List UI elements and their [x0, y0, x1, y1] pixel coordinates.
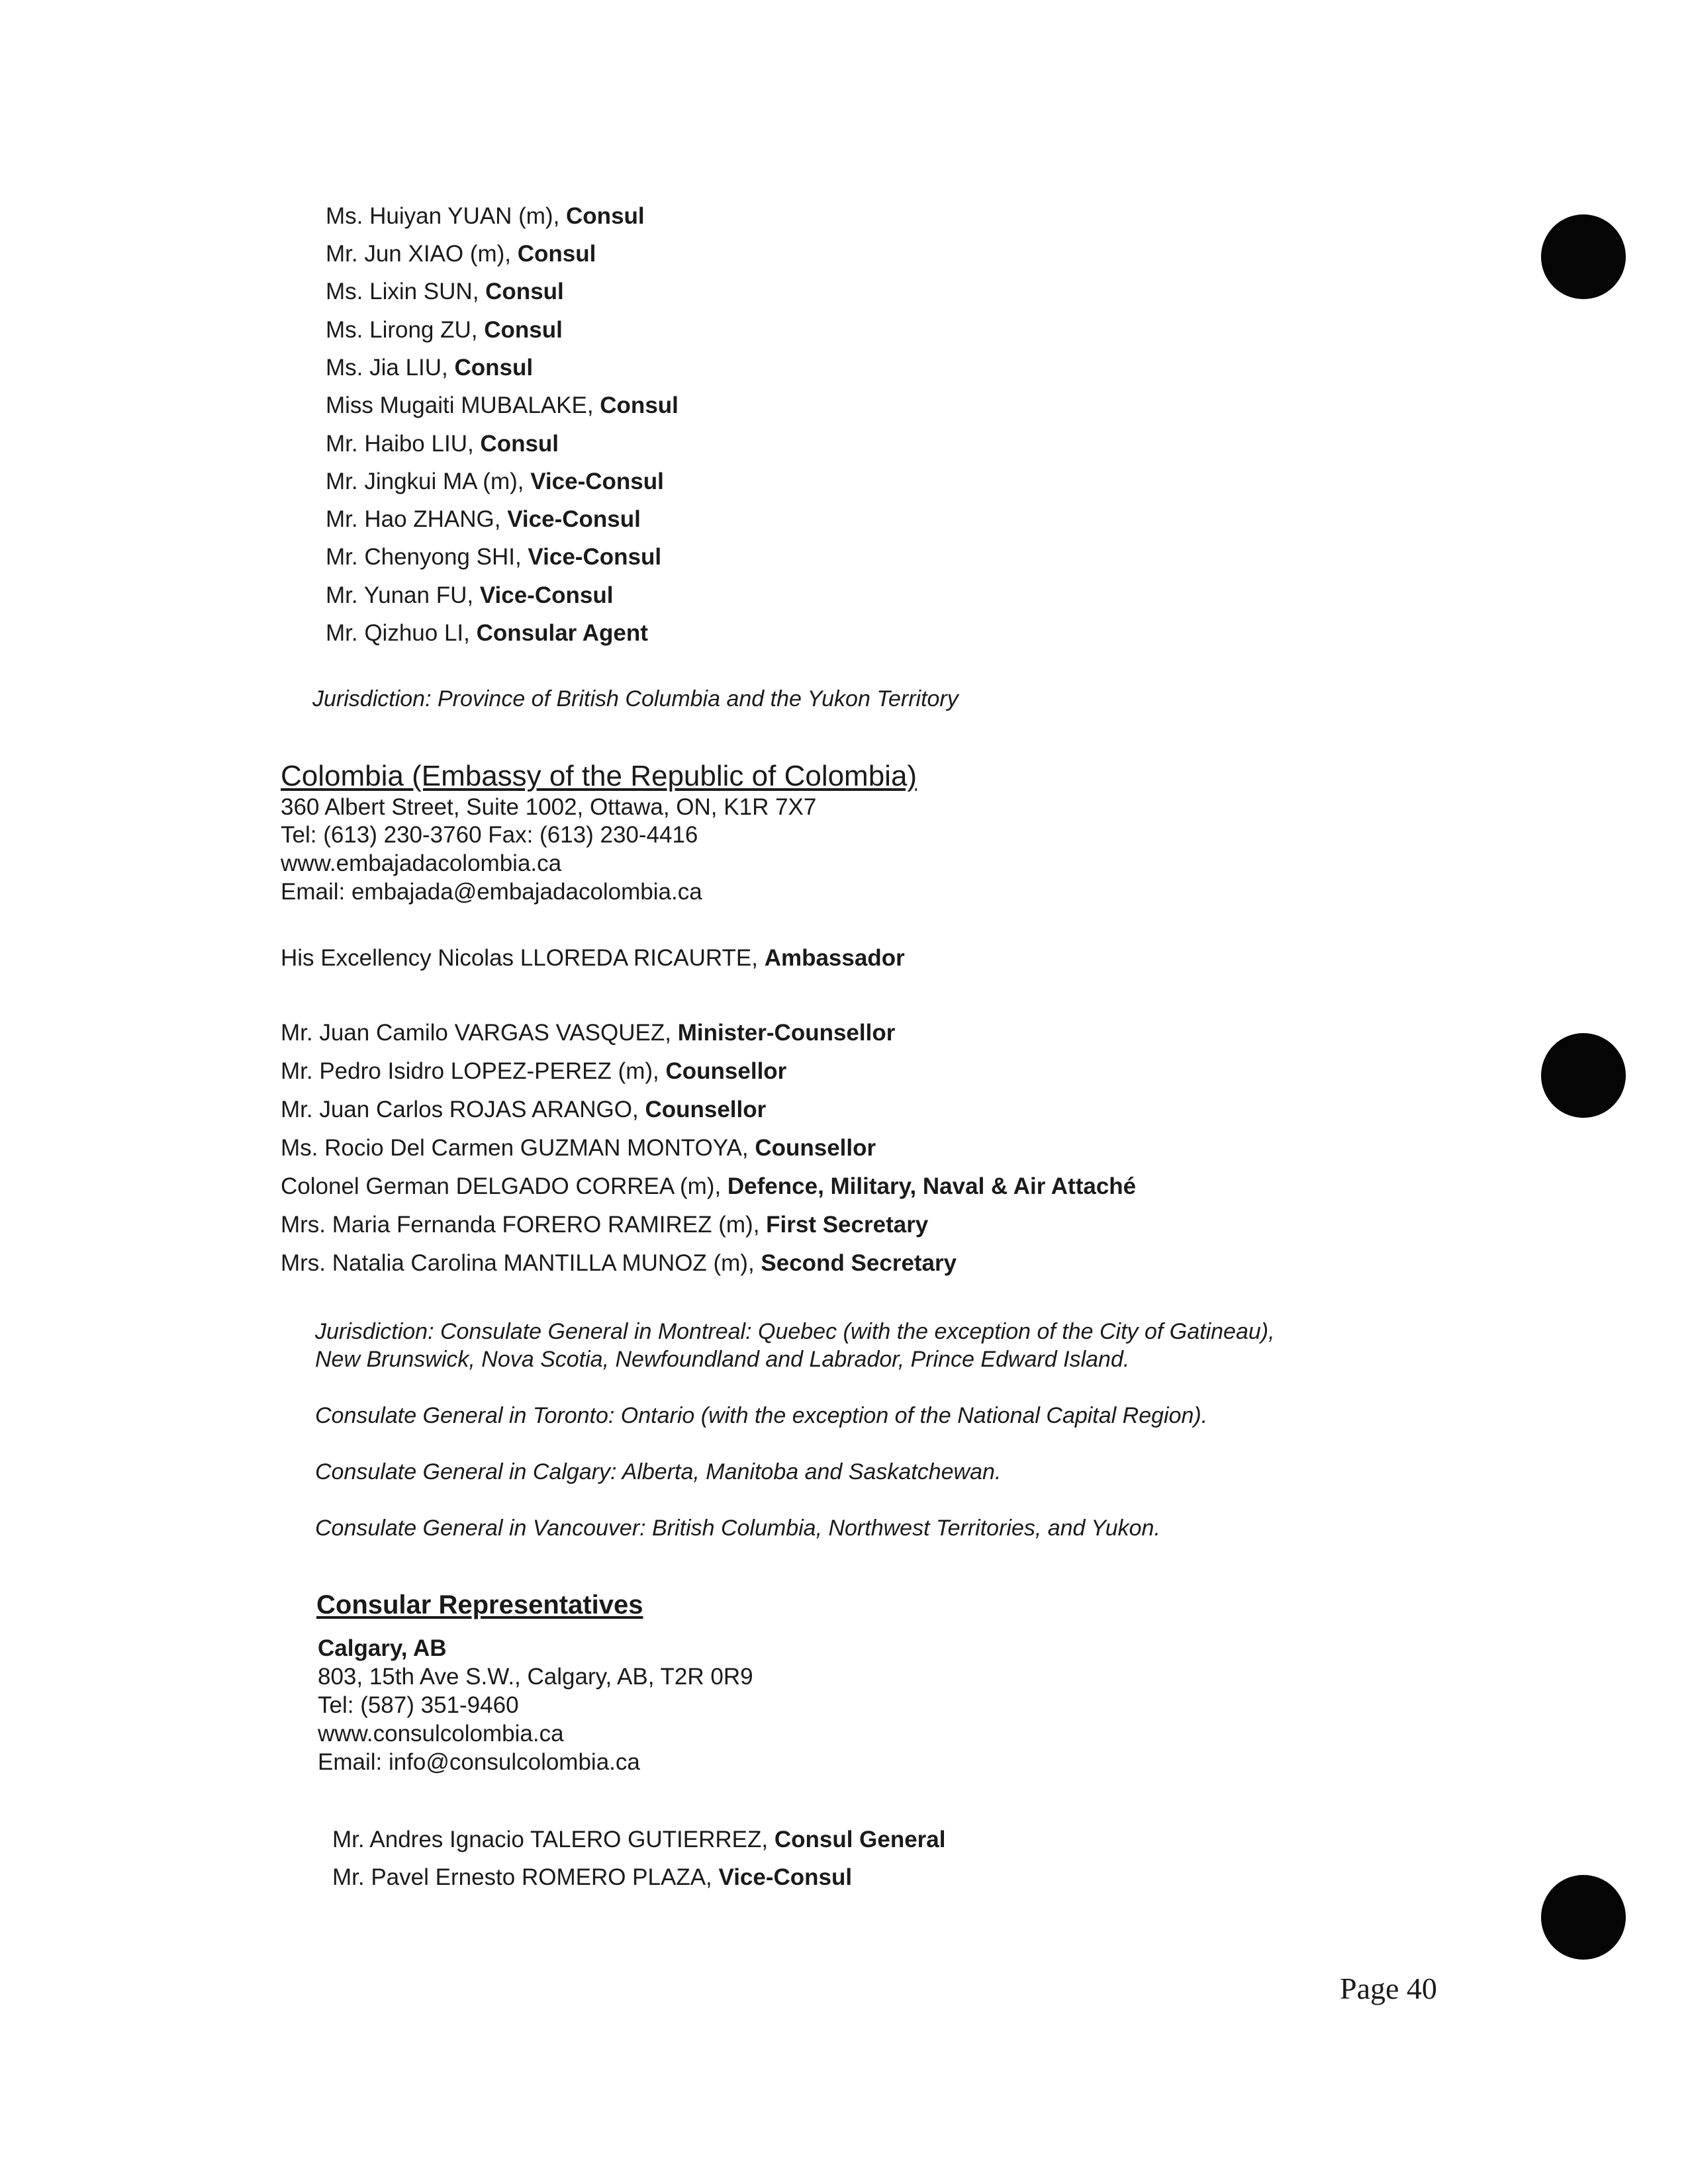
consular-reps-heading: Consular Representatives	[316, 1590, 643, 1619]
colombia-email: Email: embajada@embajadacolombia.ca	[281, 879, 702, 905]
consular-website: www.consulcolombia.ca	[318, 1721, 564, 1747]
jurisdiction-note-top: Jurisdiction: Province of British Columbia and the Yukon Territory	[312, 686, 959, 711]
consular-city: Calgary, AB	[318, 1635, 447, 1661]
consular-tel: Tel: (587) 351-9460	[318, 1692, 519, 1718]
staff-entry: Mr. Chenyong SHI, Vice-Consul	[326, 544, 662, 570]
staff-entry: Mr. Andres Ignacio TALERO GUTIERREZ, Consul General	[332, 1827, 946, 1852]
staff-entry: Mr. Jun XIAO (m), Consul	[326, 241, 596, 267]
staff-entry: Mr. Yunan FU, Vice-Consul	[326, 582, 614, 608]
colombia-tel-fax: Tel: (613) 230-3760 Fax: (613) 230-4416	[281, 822, 698, 848]
staff-entry: Ms. Rocio Del Carmen GUZMAN MONTOYA, Counsellor	[281, 1135, 876, 1161]
staff-entry: Mr. Pedro Isidro LOPEZ-PEREZ (m), Counsellor	[281, 1058, 787, 1084]
staff-entry: Mrs. Maria Fernanda FORERO RAMIREZ (m), First Secretary	[281, 1212, 929, 1238]
consular-address: 803, 15th Ave S.W., Calgary, AB, T2R 0R9	[318, 1664, 753, 1690]
page-number: Page 40	[1340, 1972, 1437, 2005]
staff-entry: Mr. Jingkui MA (m), Vice-Consul	[326, 469, 664, 494]
jurisdiction-montreal-line1: Jurisdiction: Consulate General in Montreal: Quebec (with the exception of the City of Gatineau),	[315, 1319, 1275, 1344]
staff-entry: Miss Mugaiti MUBALAKE, Consul	[326, 392, 679, 418]
staff-entry: Ms. Jia LIU, Consul	[326, 355, 534, 381]
staff-entry: Ms. Huiyan YUAN (m), Consul	[326, 203, 645, 229]
jurisdiction-vancouver: Consulate General in Vancouver: British Columbia, Northwest Territories, and Yukon.	[315, 1516, 1160, 1541]
jurisdiction-montreal-line2: New Brunswick, Nova Scotia, Newfoundland and Labrador, Prince Edward Island.	[315, 1347, 1130, 1372]
ambassador-entry: His Excellency Nicolas LLOREDA RICAURTE, Ambassador	[281, 945, 905, 971]
staff-entry: Ms. Lirong ZU, Consul	[326, 317, 563, 343]
staff-entry: Mr. Pavel Ernesto ROMERO PLAZA, Vice-Consul	[332, 1864, 853, 1890]
consular-email: Email: info@consulcolombia.ca	[318, 1749, 640, 1775]
staff-entry: Ms. Lixin SUN, Consul	[326, 279, 564, 304]
staff-entry: Colonel German DELGADO CORREA (m), Defence, Military, Naval & Air Attaché	[281, 1173, 1137, 1199]
staff-entry: Mr. Hao ZHANG, Vice-Consul	[326, 506, 641, 532]
staff-entry: Mr. Juan Camilo VARGAS VASQUEZ, Minister-Counsellor	[281, 1020, 896, 1046]
colombia-website: www.embajadacolombia.ca	[281, 850, 562, 876]
punch-hole	[1541, 1875, 1626, 1960]
staff-entry: Mrs. Natalia Carolina MANTILLA MUNOZ (m), Second Secretary	[281, 1250, 957, 1276]
colombia-address: 360 Albert Street, Suite 1002, Ottawa, ON, K1R 7X7	[281, 794, 817, 820]
staff-entry: Mr. Juan Carlos ROJAS ARANGO, Counsellor	[281, 1097, 767, 1122]
colombia-heading: Colombia (Embassy of the Republic of Colombia)	[281, 760, 917, 792]
staff-entry: Mr. Qizhuo LI, Consular Agent	[326, 620, 648, 646]
jurisdiction-calgary: Consulate General in Calgary: Alberta, Manitoba and Saskatchewan.	[315, 1459, 1002, 1484]
staff-entry: Mr. Haibo LIU, Consul	[326, 431, 559, 457]
punch-hole	[1541, 214, 1626, 299]
jurisdiction-toronto: Consulate General in Toronto: Ontario (with the exception of the National Capital Region).	[315, 1403, 1208, 1428]
punch-hole	[1541, 1033, 1626, 1118]
